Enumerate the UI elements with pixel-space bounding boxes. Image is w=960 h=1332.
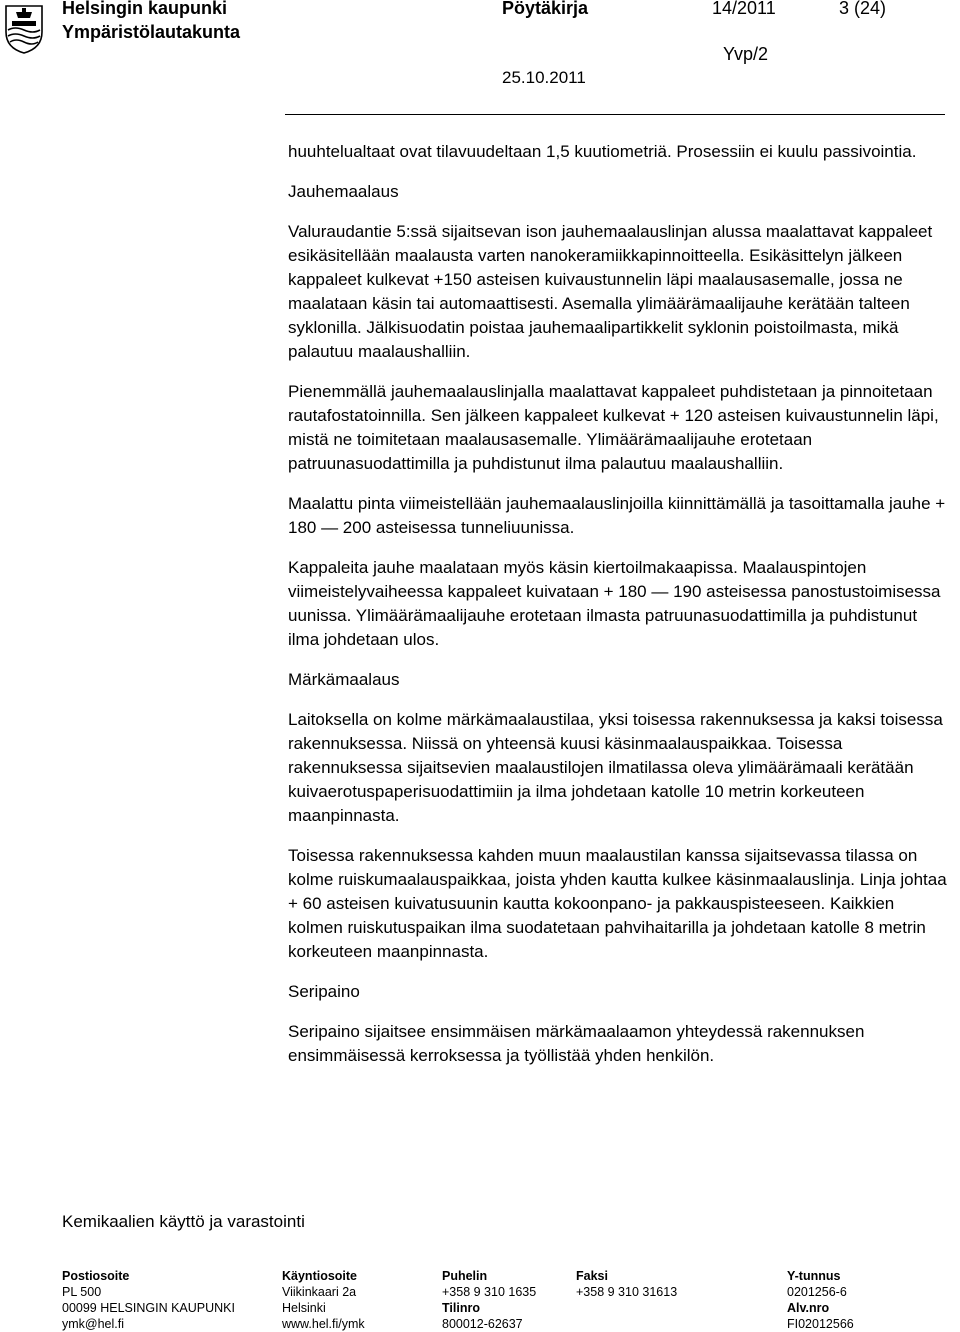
footer-label: Faksi bbox=[576, 1269, 608, 1283]
footer-fax bbox=[576, 1268, 677, 1300]
footer-label: Tilinro bbox=[442, 1301, 480, 1315]
section-heading-seripaino: Seripaino bbox=[288, 982, 360, 1001]
meeting-date: 25.10.2011 bbox=[502, 68, 586, 87]
footer-value: Viikinkaari 2a bbox=[282, 1285, 357, 1299]
crest-icon bbox=[2, 4, 46, 54]
footer-postal bbox=[62, 1268, 235, 1332]
document-number: 14/2011 bbox=[712, 0, 776, 18]
city-crest-logo bbox=[2, 4, 46, 54]
side-heading: Kemikaalien käyttö ja varastointi bbox=[62, 1212, 305, 1231]
footer-label: Alv.nro bbox=[787, 1301, 830, 1315]
document-type: Pöytäkirja bbox=[502, 0, 589, 18]
footer-business-id bbox=[787, 1268, 854, 1332]
paragraph: Toisessa rakennuksessa kahden muun maalaustilan kanssa sijaitsevassa tilassa on kolme ruiskumaalauspaikkaa, joista yhden kautta kulkee käsinmaalauslinja. Linja johtaa + 60 asteisen kuivatusuunin kautta kokoonpano- ja pakkauspisteeseen. Kaikkien kolmen ruiskutuspaikan ilma suodatetaan pahvihaitarilla ja johdetaan katolle 8 metrin korkeuteen maanpinnasta. bbox=[288, 846, 947, 961]
page-number: 3 (24) bbox=[839, 0, 887, 18]
paragraph: Laitoksella on kolme märkämaalaustilaa, yksi toisessa rakennuksessa ja kaksi toisessa rakennuksessa. Niissä on yhteensä kuusi käsinmaalauspaikkaa. Toisessa rakennuksessa sijaitsevien maalaustilojen ilmatilassa oleva ylimäärämaali kerätään kuivaerotuspaperisuodattimiin ja ilma johdetaan katolle 10 metrin korkeuteen maanpinnasta. bbox=[288, 710, 943, 825]
footer-label: Käyntiosoite bbox=[282, 1269, 358, 1283]
section-code: Yvp/2 bbox=[723, 44, 769, 64]
footer-value: 0201256-6 bbox=[787, 1285, 847, 1299]
footer-label: Postiosoite bbox=[62, 1269, 130, 1283]
header-rule bbox=[285, 114, 945, 115]
paragraph: Kappaleita jauhe maalataan myös käsin kiertoilmakaapissa. Maalauspintojen viimeistelyvaiheessa kappaleet kuivataan + 180 — 190 asteisessa panostustoimisessa uunissa. Ylimäärämaalijauhe erotetaan ilmasta patruunasuodattimilla ja puhdistunut ilma johdetaan ulos. bbox=[288, 558, 941, 649]
department-name: Ympäristölautakunta bbox=[62, 22, 241, 42]
org-name: Helsingin kaupunki bbox=[62, 0, 228, 18]
paragraph: huuhtelualtaat ovat tilavuudeltaan 1,5 kuutiometriä. Prosessiin ei kuulu passivointia. bbox=[288, 142, 917, 161]
footer-website: www.hel.fi/ymk bbox=[282, 1317, 365, 1331]
paragraph: Maalattu pinta viimeistellään jauhemaalauslinjoilla kiinnittämällä ja tasoittamalla jauhe + 180 — 200 asteisessa tunneliuunissa. bbox=[288, 494, 946, 537]
section-heading-jauhemaalaus: Jauhemaalaus bbox=[288, 182, 399, 201]
paragraph: Seripaino sijaitsee ensimmäisen märkämaalaamon yhteydessä rakennuksen ensimmäisessä kerroksessa ja työllistää yhden henkilön. bbox=[288, 1022, 865, 1065]
footer-value: FI02012566 bbox=[787, 1317, 854, 1331]
footer-phone bbox=[442, 1268, 536, 1332]
footer-label: Y-tunnus bbox=[787, 1269, 841, 1283]
footer-label: Puhelin bbox=[442, 1269, 488, 1283]
document-body bbox=[288, 140, 948, 1084]
paragraph: Valuraudantie 5:ssä sijaitsevan ison jauhemaalauslinjan alussa maalattavat kappaleet esikäsitellään maalausta varten nanokeramiikkapinnoitteella. Esikäsittelyn jälkeen kappaleet kulkevat +150 asteisen kuivaustunnelin läpi maalausasemalle, jossa ne maalataan käsin tai automaattisesti. Asemalla ylimäärämaalijauhe kerätään talteen syklonilla. Jälkisuodatin poistaa jauhemaalipartikkelit syklonin poistoilmasta, mikä palautuu maalaushalliin. bbox=[288, 222, 933, 361]
footer-email: ymk@hel.fi bbox=[62, 1317, 125, 1331]
section-heading-markamaalaus: Märkämaalaus bbox=[288, 670, 400, 689]
footer-value: +358 9 310 31613 bbox=[576, 1285, 678, 1299]
footer-value: Helsinki bbox=[282, 1301, 326, 1315]
footer-visiting bbox=[282, 1268, 365, 1332]
footer-value: 800012-62637 bbox=[442, 1317, 523, 1331]
footer-value: +358 9 310 1635 bbox=[442, 1285, 537, 1299]
footer-value: PL 500 bbox=[62, 1285, 102, 1299]
paragraph: Pienemmällä jauhemaalauslinjalla maalattavat kappaleet puhdistetaan ja pinnoitetaan rautafostatoinnilla. Sen jälkeen kappaleet kulkevat + 120 asteisen kuivaustunnelin läpi, mistä ne toimitetaan maalausasemalle. Ylimäärämaalijauhe erotetaan patruunasuodattimilla ja puhdistunut ilma palautuu maalaushalliin. bbox=[288, 382, 939, 473]
footer-value: 00099 HELSINGIN KAUPUNKI bbox=[62, 1301, 235, 1315]
